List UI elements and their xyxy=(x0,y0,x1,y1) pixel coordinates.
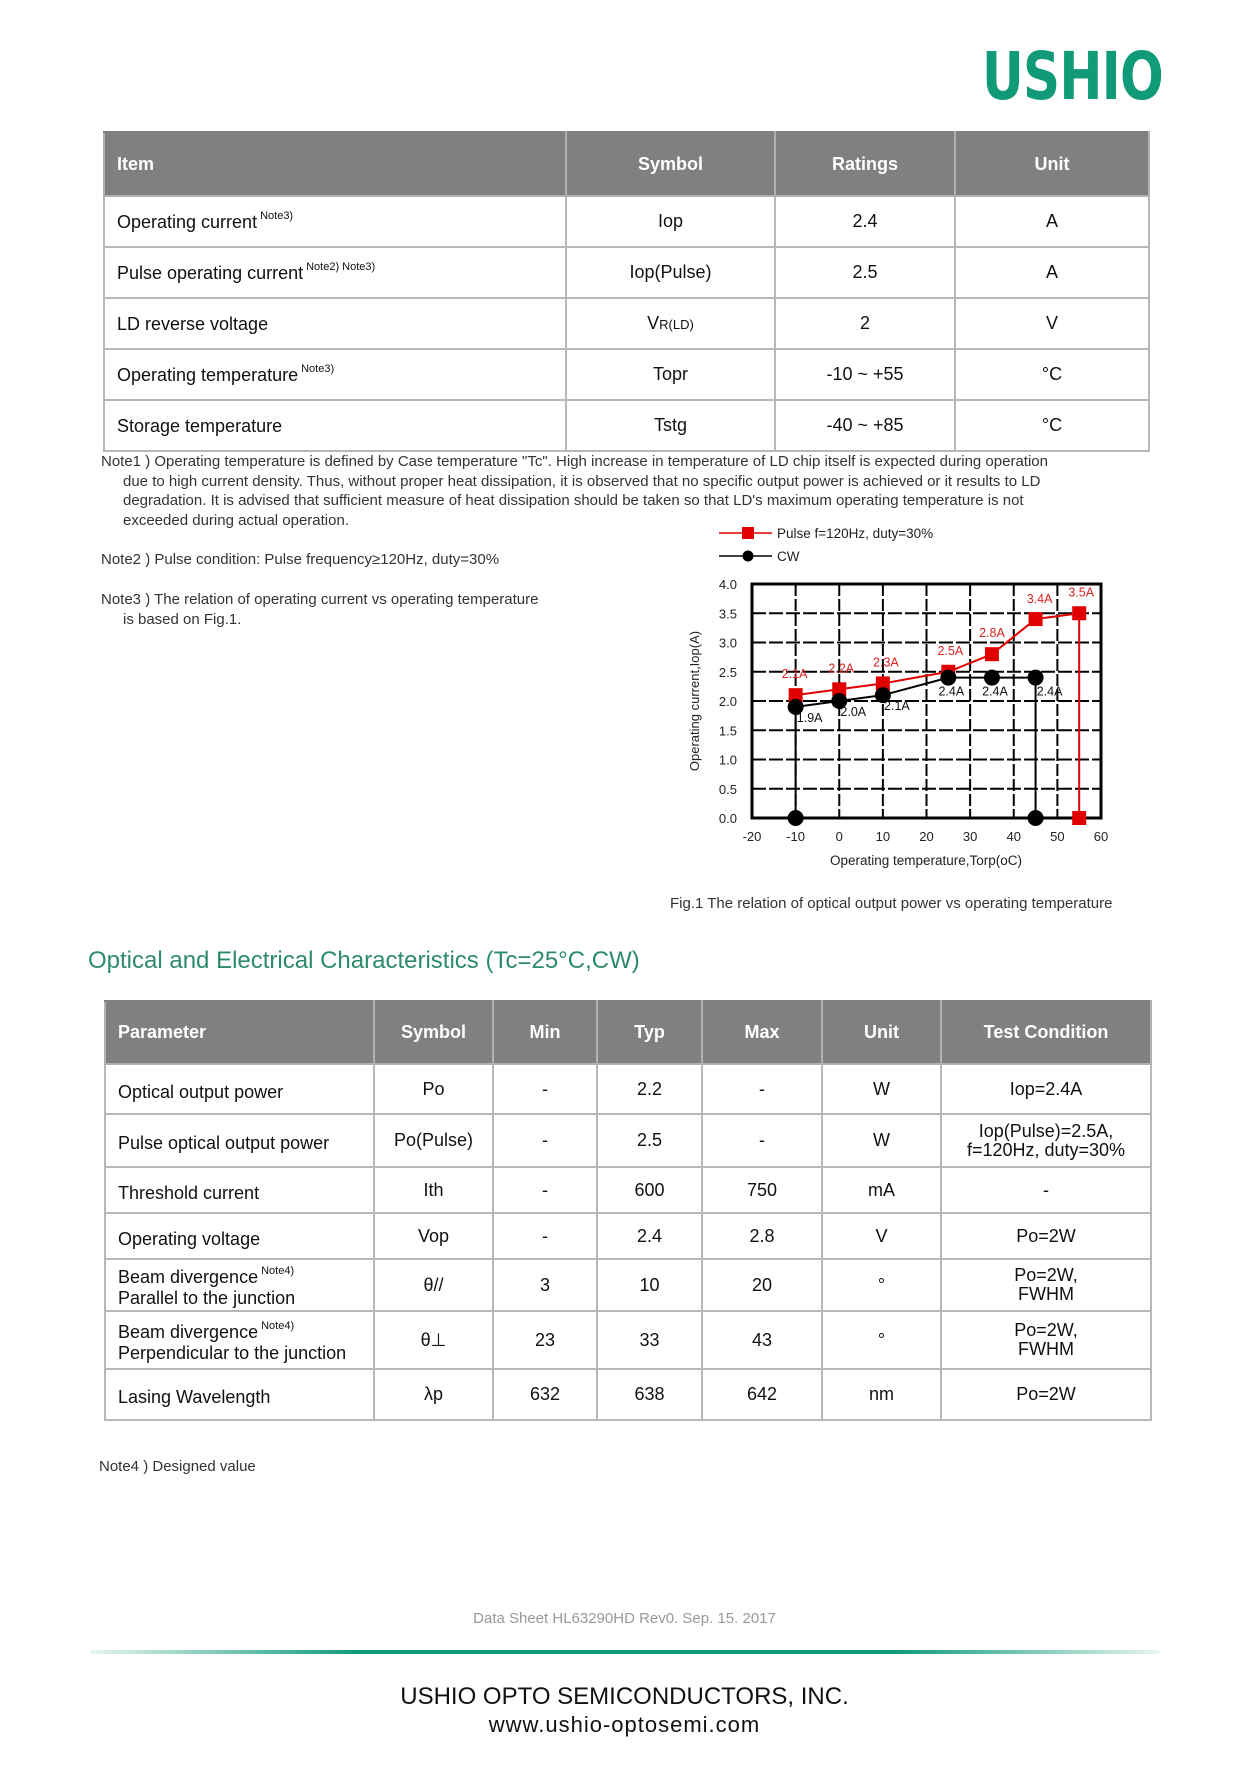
table-row xyxy=(105,1114,1151,1167)
data-label: 2.5A xyxy=(937,643,964,658)
parameter-cell xyxy=(105,1259,374,1311)
condition-line: Po=2W xyxy=(1016,1384,1076,1404)
condition-line: f=120Hz, duty=30% xyxy=(966,1139,1126,1160)
data-label: 2.4A xyxy=(982,684,1008,699)
rating-cell: 2.5 xyxy=(775,247,955,298)
col-item: Item xyxy=(104,132,566,196)
symbol-text: V xyxy=(647,313,660,333)
data-label: 2.4A xyxy=(938,684,965,699)
data-label: 3.4A xyxy=(1026,592,1053,607)
note-ref: Note2) Note3) xyxy=(306,261,376,273)
parameter-label: Beam divergence xyxy=(118,1267,259,1287)
note-ref: Note3) xyxy=(260,210,294,222)
data-label: 2.0A xyxy=(840,705,867,719)
y-tick-label: 3.0 xyxy=(718,635,737,651)
data-label: 2.4A xyxy=(1036,684,1063,699)
unit-cell: nm xyxy=(822,1369,941,1420)
condition-line: Po=2W xyxy=(1016,1225,1076,1246)
item-label: LD reverse voltage xyxy=(117,314,269,334)
col-symbol: Symbol xyxy=(374,1001,493,1064)
data-label: 2.8A xyxy=(979,626,1005,641)
pulse-point xyxy=(1029,612,1043,626)
x-tick-label: 40 xyxy=(1006,829,1021,844)
item-label: Storage temperature xyxy=(117,416,283,436)
condition-cell xyxy=(941,1114,1151,1167)
characteristics-table xyxy=(104,1000,1152,1421)
table-row xyxy=(105,1167,1151,1213)
min-cell: 3 xyxy=(493,1259,597,1311)
symbol-cell: θ⊥ xyxy=(374,1311,493,1369)
x-tick-label: 30 xyxy=(962,829,978,844)
x-tick-label: 60 xyxy=(1093,829,1109,844)
pulse-point xyxy=(985,647,999,661)
company-url[interactable]: www.ushio-optosemi.com xyxy=(488,1712,761,1737)
parameter-label: Operating voltage xyxy=(118,1228,261,1249)
parameter-cell xyxy=(105,1064,374,1114)
condition-cell xyxy=(941,1167,1151,1213)
symbol-text: Tstg xyxy=(653,415,687,435)
section-title: Optical and Electrical Characteristics (Tc=25°C,CW) xyxy=(88,947,640,974)
data-label: 2.3A xyxy=(873,655,899,670)
table-row xyxy=(105,1311,1151,1369)
condition-cell xyxy=(941,1259,1151,1311)
parameter-cell xyxy=(105,1213,374,1259)
condition-cell xyxy=(941,1369,1151,1420)
condition-line: Iop=2.4A xyxy=(1009,1078,1083,1099)
cw-point xyxy=(940,670,956,686)
min-cell: - xyxy=(493,1064,597,1114)
max-cell: 750 xyxy=(702,1167,822,1213)
parameter-label: Pulse optical output power xyxy=(118,1133,330,1153)
symbol-cell: Ith xyxy=(374,1167,493,1213)
legend-square-marker-icon xyxy=(742,527,754,539)
parameter-cell xyxy=(105,1114,374,1167)
symbol-cell: Po(Pulse) xyxy=(374,1114,493,1167)
data-label: 2.2A xyxy=(828,661,855,676)
typ-cell: 2.4 xyxy=(597,1213,702,1259)
typ-cell: 2.5 xyxy=(597,1114,702,1167)
data-label: 3.5A xyxy=(1068,585,1095,600)
condition-cell xyxy=(941,1213,1151,1259)
unit-cell: A xyxy=(955,247,1149,298)
col-ratings: Ratings xyxy=(775,132,955,196)
pulse-point xyxy=(1072,606,1086,620)
max-cell: - xyxy=(702,1064,822,1114)
x-axis-label: Operating temperature,Torp(oC) xyxy=(829,853,1023,868)
characteristics-header-row xyxy=(105,1001,1151,1064)
legend-circle-marker-icon xyxy=(743,551,754,562)
item-label: Operating temperature xyxy=(117,365,299,385)
legend-label: Pulse f=120Hz, duty=30% xyxy=(777,526,934,541)
unit-cell: W xyxy=(822,1114,941,1167)
note1-line: exceeded during actual operation. xyxy=(123,511,349,529)
rating-cell: -10 ~ +55 xyxy=(775,349,955,400)
note2: Note2 ) Pulse condition: Pulse frequency≥120Hz, duty=30% xyxy=(101,551,500,568)
min-cell: 23 xyxy=(493,1311,597,1369)
note-ref: Note4) xyxy=(261,1265,295,1277)
col-typ: Typ xyxy=(597,1001,702,1064)
rating-cell: -40 ~ +85 xyxy=(775,400,955,451)
typ-cell: 600 xyxy=(597,1167,702,1213)
condition-line: Po=2W, xyxy=(1014,1265,1078,1285)
parameter-label: Beam divergence xyxy=(118,1322,259,1342)
symbol-text: Iop xyxy=(657,211,684,231)
min-cell: - xyxy=(493,1114,597,1167)
data-label: 2.1A xyxy=(781,667,808,682)
parameter-cell xyxy=(105,1167,374,1213)
col-symbol: Symbol xyxy=(566,132,775,196)
rating-cell: 2 xyxy=(775,298,955,349)
typ-cell: 638 xyxy=(597,1369,702,1420)
min-cell: - xyxy=(493,1213,597,1259)
note4: Note4 ) Designed value xyxy=(99,1458,256,1475)
note3-line: Note3 ) The relation of operating current vs operating temperature xyxy=(101,591,539,608)
note1-line: due to high current density. Thus, without proper heat dissipation, it is observed that no specific output power is achieved or it results to LD xyxy=(123,472,1041,490)
unit-cell: ° xyxy=(822,1311,941,1369)
y-axis-label: Operating current,Iop(A) xyxy=(687,630,702,772)
chart-series xyxy=(782,585,1095,826)
y-tick-label: 0.5 xyxy=(718,781,737,797)
condition-line: Iop(Pulse)=2.5A, xyxy=(978,1120,1114,1141)
typ-cell: 2.2 xyxy=(597,1064,702,1114)
typ-cell: 33 xyxy=(597,1311,702,1369)
col-unit: Unit xyxy=(955,132,1149,196)
y-tick-label: 3.5 xyxy=(718,606,737,622)
x-tick-label: 50 xyxy=(1050,829,1065,844)
min-cell: - xyxy=(493,1167,597,1213)
x-tick-label: 0 xyxy=(835,829,843,844)
rating-cell: 2.4 xyxy=(775,196,955,247)
figure-caption: Fig.1 The relation of optical output power vs operating temperature xyxy=(670,895,1113,912)
symbol-cell: λp xyxy=(374,1369,493,1420)
parameter-cell xyxy=(105,1311,374,1369)
table-row xyxy=(105,1213,1151,1259)
unit-cell: W xyxy=(822,1064,941,1114)
max-cell: 43 xyxy=(702,1311,822,1369)
symbol-cell: θ// xyxy=(374,1259,493,1311)
max-cell: 642 xyxy=(702,1369,822,1420)
item-label: Operating current xyxy=(117,212,258,232)
max-cell: 2.8 xyxy=(702,1213,822,1259)
cw-point xyxy=(984,670,1000,686)
cw-point xyxy=(788,810,804,826)
symbol-subscript: R(LD) xyxy=(659,317,694,332)
datasheet-revision: Data Sheet HL63290HD Rev0. Sep. 15. 2017 xyxy=(473,1610,776,1627)
condition-cell xyxy=(941,1311,1151,1369)
cw-point xyxy=(1028,670,1044,686)
condition-line: FWHM xyxy=(1018,1284,1074,1304)
max-cell: - xyxy=(702,1114,822,1167)
unit-cell: V xyxy=(955,298,1149,349)
x-tick-label: -20 xyxy=(742,829,762,844)
col-max: Max xyxy=(702,1001,822,1064)
col-parameter: Parameter xyxy=(105,1001,374,1064)
unit-cell: °C xyxy=(955,349,1149,400)
note-ref: Note4) xyxy=(261,1320,295,1332)
unit-cell: ° xyxy=(822,1259,941,1311)
note3-line: is based on Fig.1. xyxy=(123,610,242,628)
parameter-label: Threshold current xyxy=(118,1182,260,1203)
symbol-cell: Vop xyxy=(374,1213,493,1259)
data-label: 1.9A xyxy=(796,710,823,725)
symbol-cell: Po xyxy=(374,1064,493,1114)
chart-legend xyxy=(719,526,933,564)
x-tick-label: 20 xyxy=(919,829,934,844)
parameter-sublabel: Perpendicular to the junction xyxy=(118,1343,347,1363)
legend-label: CW xyxy=(777,549,800,564)
col-test-condition: Test Condition xyxy=(941,1001,1151,1064)
unit-cell: A xyxy=(955,196,1149,247)
max-cell: 20 xyxy=(702,1259,822,1311)
y-tick-label: 2.0 xyxy=(718,694,737,709)
parameter-label: Lasing Wavelength xyxy=(118,1387,271,1407)
col-unit: Unit xyxy=(822,1001,941,1064)
min-cell: 632 xyxy=(493,1369,597,1420)
note1-line: degradation. It is advised that sufficient measure of heat dissipation should be taken so that LD's maximum operating temperature is not xyxy=(123,492,1024,509)
data-label: 2.1A xyxy=(884,699,910,714)
y-tick-label: 4.0 xyxy=(718,577,737,592)
pulse-point xyxy=(1072,811,1086,825)
parameter-sublabel: Parallel to the junction xyxy=(118,1288,296,1308)
y-tick-label: 0.0 xyxy=(718,811,737,826)
chart-grid xyxy=(752,584,1101,818)
cw-point xyxy=(1028,810,1044,826)
table-row xyxy=(105,1064,1151,1114)
y-tick-label: 2.5 xyxy=(718,664,737,680)
footer-divider xyxy=(90,1650,1160,1654)
y-tick-label: 1.5 xyxy=(718,723,737,739)
table-row xyxy=(105,1259,1151,1311)
x-tick-label: -10 xyxy=(786,829,806,844)
typ-cell: 10 xyxy=(597,1259,702,1311)
table-row xyxy=(105,1369,1151,1420)
col-min: Min xyxy=(493,1001,597,1064)
unit-cell: V xyxy=(822,1213,941,1259)
note1-line: Note1 ) Operating temperature is defined by Case temperature "Tc". High increase in temperature of LD chip itself is expected during operation xyxy=(101,453,1048,470)
condition-cell xyxy=(941,1064,1151,1114)
condition-line: - xyxy=(1043,1179,1049,1200)
unit-cell: °C xyxy=(955,400,1149,451)
unit-cell: mA xyxy=(822,1167,941,1213)
y-tick-label: 1.0 xyxy=(718,752,737,768)
parameter-label: Optical output power xyxy=(118,1081,284,1102)
parameter-cell xyxy=(105,1369,374,1420)
symbol-text: Iop(Pulse) xyxy=(629,262,712,282)
ushio-logo: USHIO xyxy=(982,38,1163,115)
item-label: Pulse operating current xyxy=(117,263,304,283)
symbol-text: Topr xyxy=(652,364,688,384)
condition-line: FWHM xyxy=(1018,1339,1074,1359)
x-tick-label: 10 xyxy=(875,829,891,844)
condition-line: Po=2W, xyxy=(1014,1320,1078,1340)
company-name: USHIO OPTO SEMICONDUCTORS, INC. xyxy=(400,1683,849,1710)
note-ref: Note3) xyxy=(301,363,335,375)
